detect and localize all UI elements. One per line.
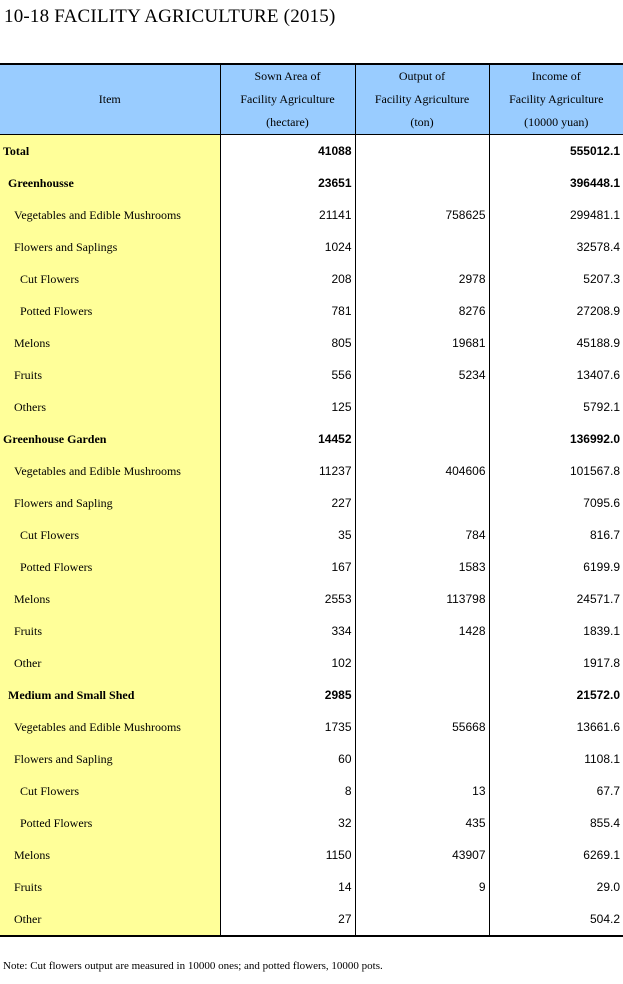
income-cell: 1917.8 bbox=[489, 647, 623, 679]
table-row bbox=[0, 775, 623, 807]
table-row bbox=[0, 295, 623, 327]
item-cell: Medium and Small Shed bbox=[0, 679, 220, 711]
item-cell: Flowers and Sapling bbox=[0, 487, 220, 519]
table-row bbox=[0, 231, 623, 263]
income-cell: 396448.1 bbox=[489, 167, 623, 199]
income-cell: 6269.1 bbox=[489, 839, 623, 871]
output-cell: 2978 bbox=[355, 263, 489, 295]
area-cell: 8 bbox=[220, 775, 355, 807]
item-cell: Flowers and Saplings bbox=[0, 231, 220, 263]
item-cell: Cut Flowers bbox=[0, 775, 220, 807]
income-cell: 5792.1 bbox=[489, 391, 623, 423]
area-cell: 23651 bbox=[220, 167, 355, 199]
item-cell: Greenhouse Garden bbox=[0, 423, 220, 455]
income-cell: 136992.0 bbox=[489, 423, 623, 455]
header-line: (ton) bbox=[410, 115, 434, 129]
area-cell: 1024 bbox=[220, 231, 355, 263]
output-cell bbox=[355, 423, 489, 455]
table-row bbox=[0, 135, 623, 168]
item-cell: Fruits bbox=[0, 615, 220, 647]
area-cell: 41088 bbox=[220, 135, 355, 168]
output-cell: 19681 bbox=[355, 327, 489, 359]
output-cell bbox=[355, 487, 489, 519]
table-row bbox=[0, 455, 623, 487]
item-cell: Vegetables and Edible Mushrooms bbox=[0, 199, 220, 231]
output-cell: 5234 bbox=[355, 359, 489, 391]
output-cell: 9 bbox=[355, 871, 489, 903]
income-cell: 555012.1 bbox=[489, 135, 623, 168]
table-row bbox=[0, 615, 623, 647]
output-cell bbox=[355, 135, 489, 168]
income-cell: 67.7 bbox=[489, 775, 623, 807]
footnote: Note: Cut flowers output are measured in 10000 ones; and potted flowers, 10000 pots. bbox=[3, 960, 383, 972]
table-row bbox=[0, 743, 623, 775]
item-cell: Greenhousse bbox=[0, 167, 220, 199]
item-cell: Potted Flowers bbox=[0, 807, 220, 839]
header-line: (hectare) bbox=[266, 115, 309, 129]
area-cell: 35 bbox=[220, 519, 355, 551]
item-cell: Melons bbox=[0, 583, 220, 615]
area-cell: 556 bbox=[220, 359, 355, 391]
area-cell: 805 bbox=[220, 327, 355, 359]
item-cell: Vegetables and Edible Mushrooms bbox=[0, 455, 220, 487]
area-cell: 14 bbox=[220, 871, 355, 903]
item-cell: Fruits bbox=[0, 359, 220, 391]
income-cell: 21572.0 bbox=[489, 679, 623, 711]
table-row bbox=[0, 647, 623, 679]
output-cell bbox=[355, 391, 489, 423]
table-row bbox=[0, 551, 623, 583]
item-cell: Vegetables and Edible Mushrooms bbox=[0, 711, 220, 743]
header-item: Item bbox=[0, 64, 220, 135]
output-cell: 784 bbox=[355, 519, 489, 551]
area-cell: 32 bbox=[220, 807, 355, 839]
income-cell: 13407.6 bbox=[489, 359, 623, 391]
output-cell bbox=[355, 647, 489, 679]
income-cell: 29.0 bbox=[489, 871, 623, 903]
area-cell: 27 bbox=[220, 903, 355, 936]
area-cell: 334 bbox=[220, 615, 355, 647]
area-cell: 60 bbox=[220, 743, 355, 775]
table-row bbox=[0, 487, 623, 519]
area-cell: 227 bbox=[220, 487, 355, 519]
output-cell: 55668 bbox=[355, 711, 489, 743]
area-cell: 1150 bbox=[220, 839, 355, 871]
area-cell: 2985 bbox=[220, 679, 355, 711]
table-row bbox=[0, 807, 623, 839]
table-row bbox=[0, 583, 623, 615]
area-cell: 14452 bbox=[220, 423, 355, 455]
output-cell: 43907 bbox=[355, 839, 489, 871]
item-cell: Flowers and Sapling bbox=[0, 743, 220, 775]
table-row bbox=[0, 519, 623, 551]
header-line: Facility Agriculture bbox=[509, 92, 604, 106]
income-cell: 27208.9 bbox=[489, 295, 623, 327]
item-cell: Other bbox=[0, 647, 220, 679]
income-cell: 504.2 bbox=[489, 903, 623, 936]
table-header-row bbox=[0, 64, 623, 135]
income-cell: 6199.9 bbox=[489, 551, 623, 583]
table-row bbox=[0, 263, 623, 295]
income-cell: 816.7 bbox=[489, 519, 623, 551]
header-output bbox=[355, 64, 489, 135]
table-row bbox=[0, 327, 623, 359]
table-row bbox=[0, 711, 623, 743]
header-line: Income of bbox=[531, 69, 581, 83]
income-cell: 24571.7 bbox=[489, 583, 623, 615]
income-cell: 1839.1 bbox=[489, 615, 623, 647]
table-row bbox=[0, 839, 623, 871]
income-cell: 299481.1 bbox=[489, 199, 623, 231]
income-cell: 855.4 bbox=[489, 807, 623, 839]
area-cell: 102 bbox=[220, 647, 355, 679]
table-row bbox=[0, 167, 623, 199]
table-row bbox=[0, 871, 623, 903]
income-cell: 1108.1 bbox=[489, 743, 623, 775]
page-title: 10-18 FACILITY AGRICULTURE (2015) bbox=[4, 6, 336, 27]
item-cell: Others bbox=[0, 391, 220, 423]
table-row bbox=[0, 199, 623, 231]
item-cell: Melons bbox=[0, 327, 220, 359]
item-cell: Other bbox=[0, 903, 220, 936]
header-line: Facility Agriculture bbox=[240, 92, 335, 106]
area-cell: 2553 bbox=[220, 583, 355, 615]
output-cell: 758625 bbox=[355, 199, 489, 231]
area-cell: 167 bbox=[220, 551, 355, 583]
item-cell: Potted Flowers bbox=[0, 295, 220, 327]
area-cell: 21141 bbox=[220, 199, 355, 231]
output-cell: 1428 bbox=[355, 615, 489, 647]
header-line: Facility Agriculture bbox=[374, 92, 470, 106]
income-cell: 7095.6 bbox=[489, 487, 623, 519]
output-cell bbox=[355, 167, 489, 199]
output-cell bbox=[355, 743, 489, 775]
output-cell bbox=[355, 679, 489, 711]
table-row bbox=[0, 423, 623, 455]
facility-agriculture-table bbox=[0, 63, 623, 937]
area-cell: 125 bbox=[220, 391, 355, 423]
header-income bbox=[489, 64, 623, 135]
output-cell: 404606 bbox=[355, 455, 489, 487]
header-line: (10000 yuan) bbox=[524, 115, 589, 129]
item-cell: Fruits bbox=[0, 871, 220, 903]
income-cell: 32578.4 bbox=[489, 231, 623, 263]
table-row bbox=[0, 359, 623, 391]
output-cell: 435 bbox=[355, 807, 489, 839]
item-cell: Total bbox=[0, 135, 220, 168]
area-cell: 1735 bbox=[220, 711, 355, 743]
output-cell: 1583 bbox=[355, 551, 489, 583]
table-row bbox=[0, 391, 623, 423]
income-cell: 101567.8 bbox=[489, 455, 623, 487]
table-row bbox=[0, 903, 623, 936]
income-cell: 45188.9 bbox=[489, 327, 623, 359]
header-line: Sown Area of bbox=[254, 69, 321, 83]
output-cell: 13 bbox=[355, 775, 489, 807]
area-cell: 781 bbox=[220, 295, 355, 327]
income-cell: 5207.3 bbox=[489, 263, 623, 295]
area-cell: 208 bbox=[220, 263, 355, 295]
output-cell: 8276 bbox=[355, 295, 489, 327]
item-cell: Cut Flowers bbox=[0, 519, 220, 551]
output-cell bbox=[355, 903, 489, 936]
header-sown-area bbox=[220, 64, 355, 135]
output-cell bbox=[355, 231, 489, 263]
area-cell: 11237 bbox=[220, 455, 355, 487]
table-row bbox=[0, 679, 623, 711]
income-cell: 13661.6 bbox=[489, 711, 623, 743]
item-cell: Cut Flowers bbox=[0, 263, 220, 295]
item-cell: Potted Flowers bbox=[0, 551, 220, 583]
item-cell: Melons bbox=[0, 839, 220, 871]
header-line: Output of bbox=[398, 69, 446, 83]
output-cell: 113798 bbox=[355, 583, 489, 615]
